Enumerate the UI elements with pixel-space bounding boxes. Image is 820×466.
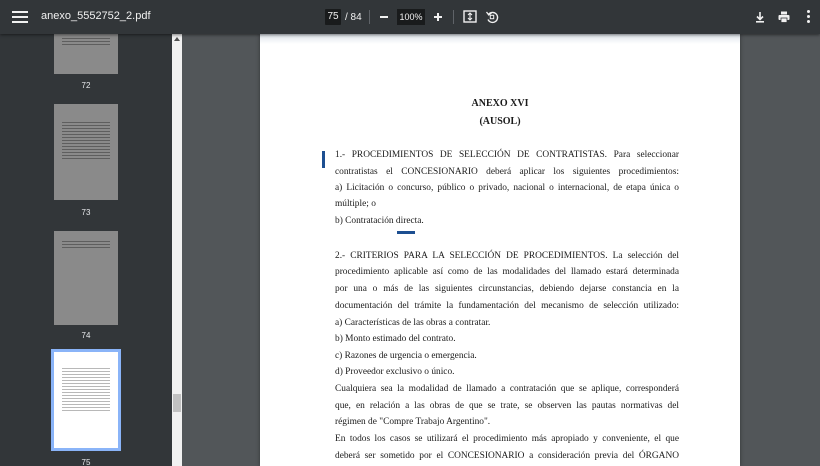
text-line: a) Características de las obras a contratar.: [335, 318, 491, 328]
page-navigation: [325, 9, 362, 25]
file-title: anexo_5552752_2.pdf: [41, 10, 151, 22]
toolbar-divider: [453, 10, 454, 24]
thumbnail-page-72[interactable]: [54, 34, 118, 74]
thumbnail-label: 73: [81, 208, 91, 217]
text-line: En todos los casos se utilizará el procedimiento más apropiado y conveniente, el que: [335, 434, 679, 444]
page-number-input[interactable]: 75: [325, 9, 341, 25]
page-total: / 84: [345, 11, 362, 23]
document-viewer[interactable]: [182, 34, 820, 466]
thumbnail-page-74[interactable]: [54, 231, 118, 325]
text-line: 1.- PROCEDIMIENTOS DE SELECCIÓN DE CONTRATISTAS. Para seleccionar: [335, 150, 679, 160]
more-options-icon[interactable]: [804, 10, 812, 24]
text-line: 2.- CRITERIOS PARA LA SELECCIÓN DE PROCEDIMIENTOS. La selección del: [335, 251, 679, 261]
scrollbar-thumb[interactable]: [173, 394, 181, 412]
text-line: deberá ser sometido por el CONCESIONARIO a consideración previa del ÓRGANO: [335, 451, 679, 461]
thumbnail-sidebar: [0, 34, 172, 466]
document-title: ANEXO XVI: [471, 98, 529, 109]
pdf-page: [260, 34, 740, 466]
text-line: a) Licitación o concurso, público o privado, nacional o internacional, de etapa única o: [335, 183, 679, 193]
sidebar-scrollbar[interactable]: [172, 34, 182, 466]
text-line: documentación del trámite la fundamentación del mecanismo de selección utilizado:: [335, 301, 679, 311]
rotate-icon[interactable]: [485, 10, 499, 24]
fit-to-page-icon[interactable]: [463, 10, 477, 23]
zoom-in-button[interactable]: [432, 10, 444, 24]
margin-mark: [322, 151, 325, 168]
thumbnail-page-73[interactable]: [54, 104, 118, 200]
scroll-up-arrow-icon[interactable]: [174, 37, 180, 41]
print-icon[interactable]: [777, 10, 791, 24]
text-line: Cualquiera sea la modalidad de llamado a contratación que se aplique, corresponderá: [335, 384, 679, 394]
pdf-toolbar: [0, 0, 820, 34]
text-line: régimen de "Compre Trabajo Argentino".: [335, 417, 491, 427]
thumbnail-label: 75: [81, 458, 91, 466]
document-subtitle: (AUSOL): [479, 116, 521, 127]
text-line: contratistas el CONCESIONARIO deberá aplicar los siguientes procedimientos:: [335, 167, 679, 177]
toolbar-divider: [369, 10, 370, 24]
text-line: b) Monto estimado del contrato.: [335, 334, 456, 344]
thumbnail-page-75[interactable]: [54, 352, 118, 448]
page-edge: [260, 34, 740, 44]
thumbnail-label: 72: [81, 81, 91, 90]
text-line: por una o más de las siguientes circunstancias, debiendo dejarse constancia en la: [335, 284, 679, 294]
download-icon[interactable]: [753, 10, 767, 24]
text-line: c) Razones de urgencia o emergencia.: [335, 351, 477, 361]
text-line: procedimiento aplicable así como de las modalidades del llamado estará determinada: [335, 267, 679, 277]
text-line: b) Contratación directa.: [335, 216, 424, 226]
text-line: múltiple; o: [335, 199, 376, 209]
zoom-level-input[interactable]: 100%: [397, 9, 425, 25]
text-line: que, en relación a las obras de que se trate, se observen las pautas normativas del: [335, 401, 679, 411]
thumbnail-label: 74: [81, 331, 91, 340]
zoom-out-button[interactable]: [378, 10, 390, 24]
underline-mark: [397, 231, 415, 234]
text-line: d) Proveedor exclusivo o único.: [335, 367, 455, 377]
menu-icon[interactable]: [12, 9, 28, 25]
